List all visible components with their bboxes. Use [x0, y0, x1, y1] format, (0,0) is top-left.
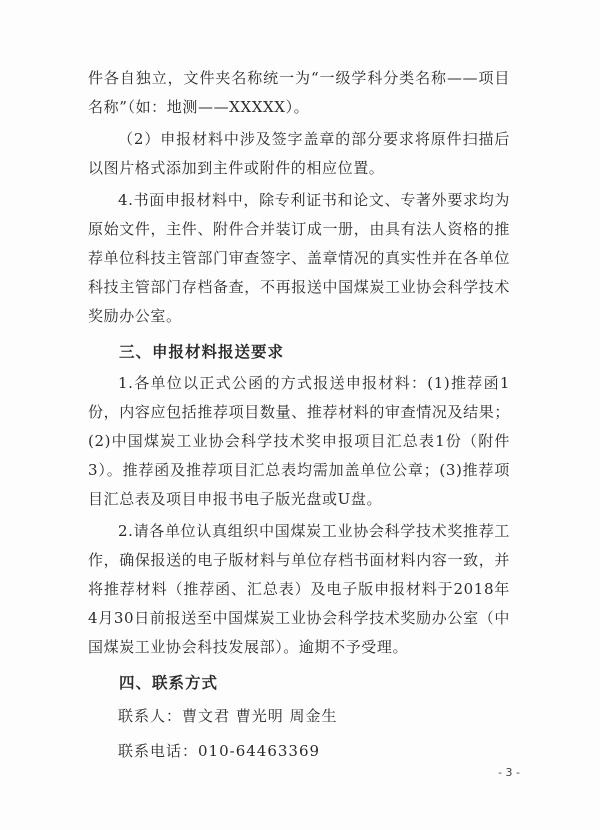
print-material-paragraph: 4.书面申报材料中，除专利证书和论文、专著外要求均为原始文件，主件、附件合并装订成一册，由具有法人资格的推荐单位科技主管部门审查签字、盖章情况的真实性并在各单位科技主管部门存档备查，不再报送中国煤炭工业协会科学技术奖励办公室。 [88, 191, 510, 325]
intro-paragraph: 件各自独立，文件夹名称统一为“一级学科分类名称——项目名称”（如：地测——XXXXX）。 [88, 69, 510, 116]
page-number: - 3 - [498, 766, 520, 779]
submission-item-one: 1.各单位以正式公函的方式报送申报材料：(1)推荐函1份，内容应包括推荐项目数量、推荐材料的审查情况及结果；(2)中国煤炭工业协会科学技术奖申报项目汇总表1份（附件3）。推荐函及推荐项目汇总表均需加盖单位公章；(3)推荐项目汇总表及项目申报书电子版光盘或U盘。 [88, 374, 510, 508]
document-body [88, 64, 510, 768]
scan-requirement-paragraph: （2）申报材料中涉及签字盖章的部分要求将原件扫描后以图片格式添加到主件或附件的相应位置。 [88, 130, 510, 177]
contact-people: 联系人：曹文君 曹光明 周金生 [118, 707, 338, 725]
section-heading-submission: 三、申报材料报送要求 [119, 343, 285, 361]
submission-item-two: 2.请各单位认真组织中国煤炭工业协会科学技术奖推荐工作，确保报送的电子版材料与单位存档书面材料内容一致，并将推荐材料（推荐函、汇总表）及电子版申报材料于2018年4月30日前报送至中国煤炭工业协会科学技术奖励办公室（中国煤炭工业协会科技发展部）。逾期不予受理。 [88, 522, 510, 656]
contact-phone: 联系电话：010-64463369 [118, 742, 321, 760]
section-heading-contact: 四、联系方式 [119, 674, 219, 692]
